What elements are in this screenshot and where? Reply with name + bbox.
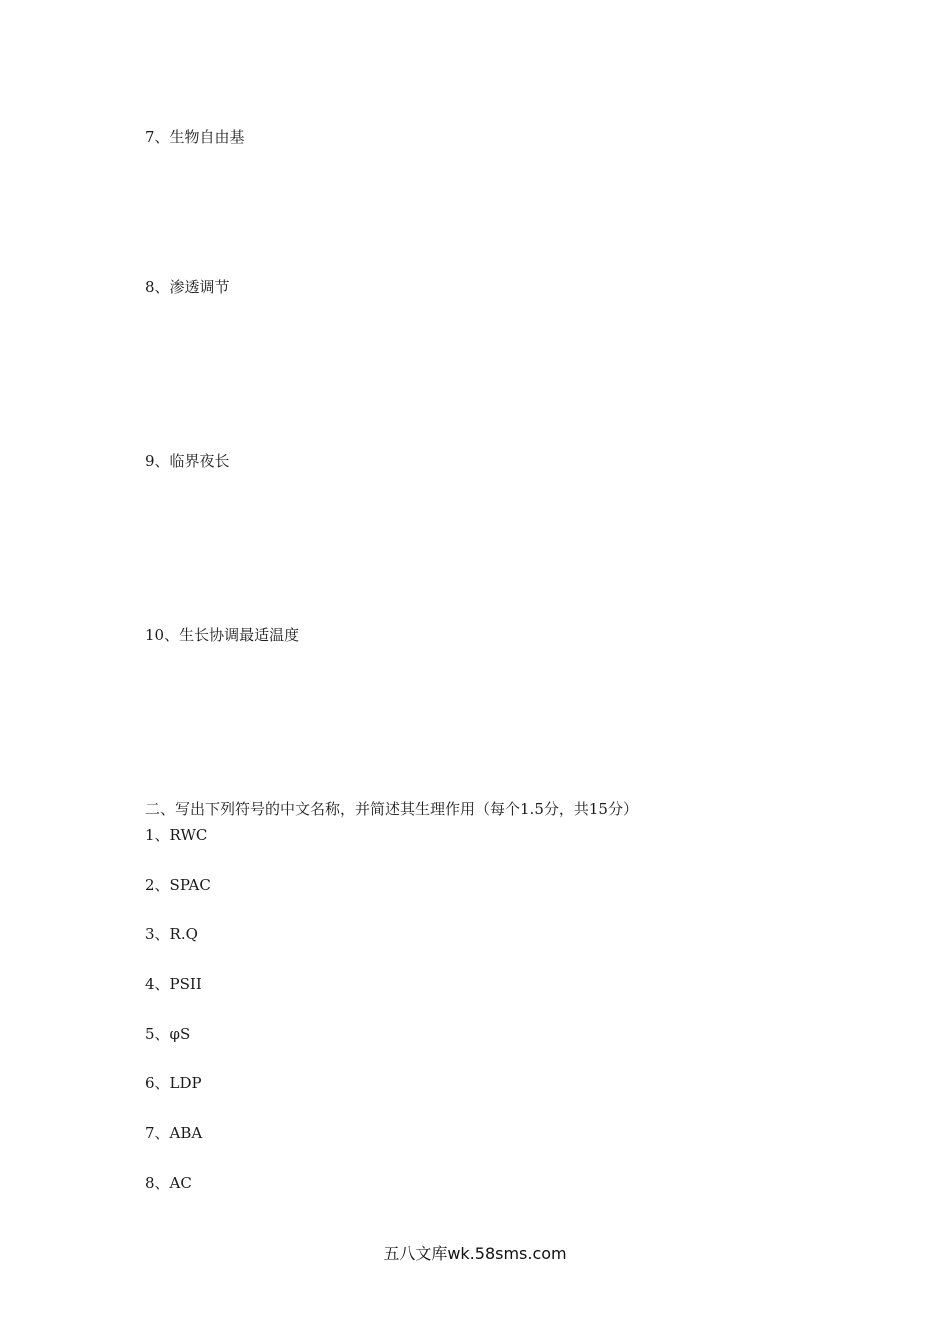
term-item-7: 7、生物自由基 [145,128,245,146]
term-item-10: 10、生长协调最适温度 [145,626,300,644]
section-heading: 二、写出下列符号的中文名称，并简述其生理作用（每个1.5分，共15分） [145,800,638,818]
symbol-item-6: 6、LDP [145,1074,202,1092]
symbol-item-8: 8、AC [145,1174,192,1192]
symbol-item-1: 1、RWC [145,826,208,844]
symbol-item-7: 7、ABA [145,1124,203,1142]
symbol-item-3: 3、R.Q [145,925,198,943]
symbol-item-4: 4、PSII [145,975,202,993]
term-item-9: 9、临界夜长 [145,452,230,470]
term-item-8: 8、渗透调节 [145,278,230,296]
footer-watermark: 五八文库wk.58sms.com [383,1244,567,1263]
symbol-item-5: 5、φS [145,1025,191,1043]
symbol-item-2: 2、SPAC [145,876,211,894]
